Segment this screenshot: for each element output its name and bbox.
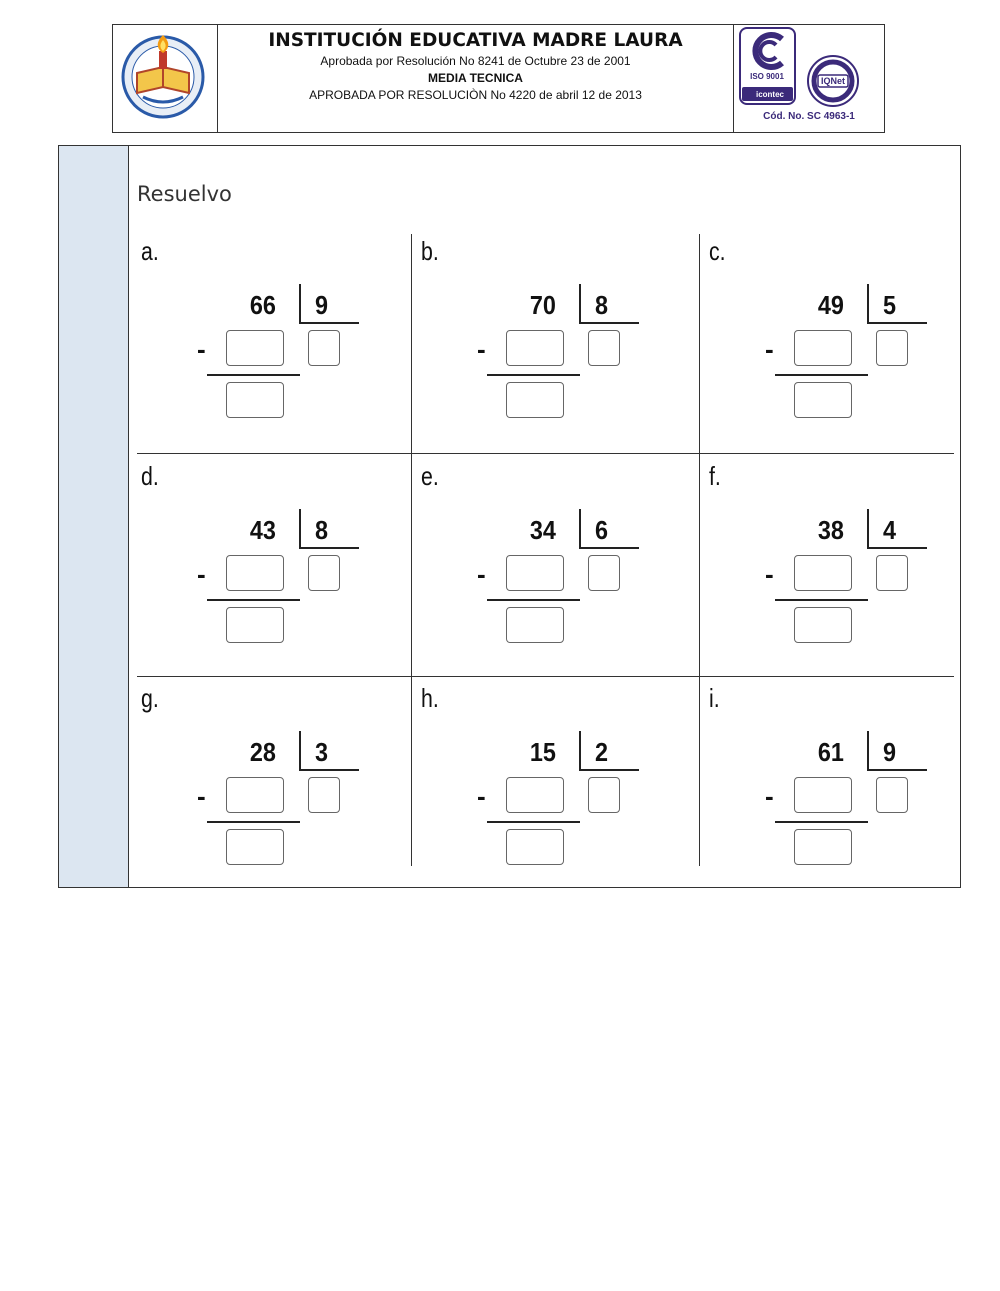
exercise-letter: b. xyxy=(421,236,439,266)
subtraction-line xyxy=(487,374,580,376)
subtraction-line xyxy=(207,821,300,823)
exercise-letter: e. xyxy=(421,461,439,491)
divisor: 6 xyxy=(595,515,609,545)
subtraction-line xyxy=(207,374,300,376)
remainder-input[interactable] xyxy=(506,829,564,865)
divisor: 8 xyxy=(315,515,329,545)
remainder-input[interactable] xyxy=(506,607,564,643)
subtrahend-input[interactable] xyxy=(226,555,284,591)
quotient-input[interactable] xyxy=(588,555,620,591)
division-exercise xyxy=(705,234,977,454)
division-exercise xyxy=(705,459,977,679)
subtrahend-input[interactable] xyxy=(506,555,564,591)
iqnet-label: IQNet xyxy=(820,76,846,86)
icontec-label: icontec xyxy=(755,90,785,99)
exercise-letter: a. xyxy=(141,236,159,266)
division-exercise xyxy=(417,459,689,679)
exercise-letter: c. xyxy=(709,236,726,266)
division-bracket xyxy=(579,509,639,549)
division-bracket xyxy=(579,284,639,324)
approval-line-1: Aprobada por Resolución No 8241 de Octubre 23 de 2001 xyxy=(320,54,631,68)
subtraction-line xyxy=(775,374,868,376)
remainder-input[interactable] xyxy=(226,382,284,418)
instruction-title: Resuelvo xyxy=(137,182,232,206)
cert-code: Cód. No. SC 4963-1 xyxy=(763,111,855,122)
division-exercise xyxy=(137,234,409,454)
subtrahend-input[interactable] xyxy=(506,330,564,366)
quotient-input[interactable] xyxy=(876,555,908,591)
quotient-input[interactable] xyxy=(876,330,908,366)
document-header xyxy=(112,24,885,133)
divisor: 9 xyxy=(315,290,329,320)
division-bracket xyxy=(867,509,927,549)
quotient-input[interactable] xyxy=(308,777,340,813)
subtrahend-input[interactable] xyxy=(226,777,284,813)
dividend: 61 xyxy=(817,737,844,767)
division-bracket xyxy=(867,284,927,324)
quotient-input[interactable] xyxy=(588,330,620,366)
school-logo xyxy=(113,25,218,132)
minus-sign: - xyxy=(765,334,774,364)
division-exercise xyxy=(137,459,409,679)
division-exercise xyxy=(137,681,409,901)
minus-sign: - xyxy=(765,559,774,589)
subtrahend-input[interactable] xyxy=(506,777,564,813)
quotient-input[interactable] xyxy=(308,330,340,366)
division-bracket xyxy=(299,731,359,771)
dividend: 28 xyxy=(249,737,276,767)
exercise-letter: i. xyxy=(709,683,720,713)
minus-sign: - xyxy=(197,559,206,589)
grid-divider-vertical xyxy=(699,234,700,866)
minus-sign: - xyxy=(197,334,206,364)
header-text-block xyxy=(218,25,734,132)
remainder-input[interactable] xyxy=(794,607,852,643)
division-exercise xyxy=(417,681,689,901)
divisor: 2 xyxy=(595,737,609,767)
dividend: 15 xyxy=(529,737,556,767)
grid-divider-vertical xyxy=(411,234,412,866)
school-crest-icon xyxy=(113,25,217,132)
quotient-input[interactable] xyxy=(876,777,908,813)
minus-sign: - xyxy=(477,334,486,364)
side-strip xyxy=(59,146,129,887)
subtraction-line xyxy=(207,599,300,601)
approval-line-3: APROBADA POR RESOLUCIÒN No 4220 de abril 12 de 2013 xyxy=(309,88,642,102)
dividend: 66 xyxy=(249,290,276,320)
dividend: 38 xyxy=(817,515,844,545)
divisor: 9 xyxy=(883,737,897,767)
division-bracket xyxy=(867,731,927,771)
remainder-input[interactable] xyxy=(794,829,852,865)
subtrahend-input[interactable] xyxy=(794,777,852,813)
certification-logos xyxy=(734,25,884,132)
exercise-letter: f. xyxy=(709,461,721,491)
exercise-letter: d. xyxy=(141,461,159,491)
exercise-grid xyxy=(137,234,954,866)
remainder-input[interactable] xyxy=(794,382,852,418)
approval-line-2: MEDIA TECNICA xyxy=(428,71,523,85)
subtrahend-input[interactable] xyxy=(226,330,284,366)
dividend: 43 xyxy=(249,515,276,545)
divisor: 3 xyxy=(315,737,329,767)
worksheet-box xyxy=(58,145,961,888)
subtraction-line xyxy=(775,821,868,823)
divisor: 8 xyxy=(595,290,609,320)
remainder-input[interactable] xyxy=(226,829,284,865)
exercise-letter: h. xyxy=(421,683,439,713)
subtrahend-input[interactable] xyxy=(794,555,852,591)
division-bracket xyxy=(579,731,639,771)
minus-sign: - xyxy=(477,781,486,811)
minus-sign: - xyxy=(765,781,774,811)
remainder-input[interactable] xyxy=(506,382,564,418)
remainder-input[interactable] xyxy=(226,607,284,643)
division-exercise xyxy=(417,234,689,454)
subtraction-line xyxy=(487,599,580,601)
dividend: 70 xyxy=(529,290,556,320)
dividend: 49 xyxy=(817,290,844,320)
dividend: 34 xyxy=(529,515,556,545)
subtrahend-input[interactable] xyxy=(794,330,852,366)
exercise-letter: g. xyxy=(141,683,159,713)
institution-name: INSTITUCIÓN EDUCATIVA MADRE LAURA xyxy=(268,30,683,51)
division-exercise xyxy=(705,681,977,901)
subtraction-line xyxy=(487,821,580,823)
quotient-input[interactable] xyxy=(588,777,620,813)
subtraction-line xyxy=(775,599,868,601)
division-bracket xyxy=(299,509,359,549)
minus-sign: - xyxy=(477,559,486,589)
minus-sign: - xyxy=(197,781,206,811)
iso-label: ISO 9001 xyxy=(750,72,784,81)
divisor: 4 xyxy=(883,515,897,545)
division-bracket xyxy=(299,284,359,324)
icontec-iso-badge-icon xyxy=(734,25,884,132)
divisor: 5 xyxy=(883,290,897,320)
quotient-input[interactable] xyxy=(308,555,340,591)
